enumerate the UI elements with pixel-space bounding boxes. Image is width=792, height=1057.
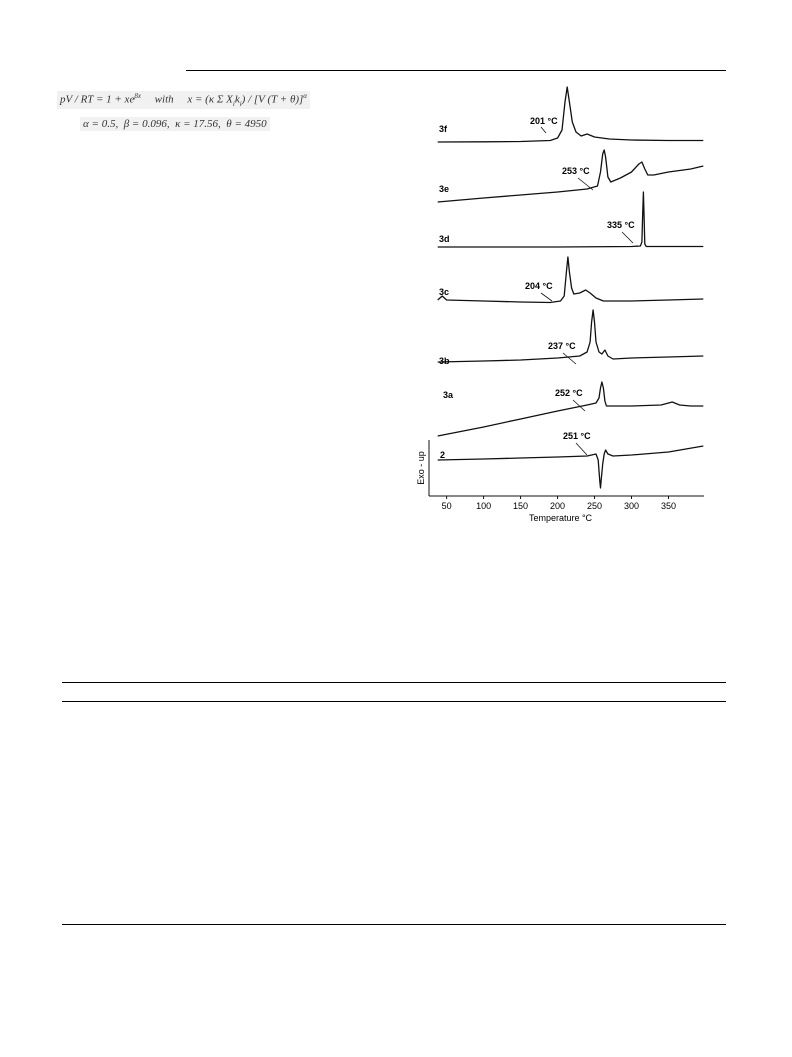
peak-annotation-3e: 253 °C [562, 166, 590, 176]
dsc-curve-3f [438, 87, 704, 142]
dsc-curve-2 [438, 446, 704, 488]
annotation-leader-2 [576, 443, 587, 455]
annotation-leader-3c [541, 293, 552, 301]
table-header-rule [62, 701, 726, 702]
curve-label-3b: 3b [439, 356, 450, 366]
x-axis-label: Temperature °C [528, 513, 593, 523]
curve-label-3f: 3f [439, 124, 448, 134]
table-bottom-rule [62, 924, 726, 925]
x-tick-label-300: 300 [624, 501, 640, 511]
curve-label-2: 2 [440, 450, 446, 460]
annotation-leader-3b [563, 353, 576, 364]
x-tick-label-50: 50 [441, 501, 452, 511]
annotation-leader-3e [578, 178, 593, 190]
dsc-curve-3c [438, 257, 704, 303]
annotation-leader-3f [541, 127, 546, 133]
x-tick-label-350: 350 [660, 501, 677, 511]
y-axis-label: Exo - up [416, 451, 426, 485]
dsc-curve-3d [438, 192, 704, 247]
peak-annotation-3b: 237 °C [548, 341, 576, 351]
curve-label-3d: 3d [439, 234, 450, 244]
header-rule [186, 70, 726, 71]
peak-annotation-2: 251 °C [563, 431, 591, 441]
peak-annotation-3d: 335 °C [607, 220, 635, 230]
peak-annotation-3a: 252 °C [555, 388, 583, 398]
dsc-figure [415, 80, 715, 528]
table-top-rule [62, 682, 726, 683]
peak-annotation-3f: 201 °C [530, 116, 558, 126]
equation-line-1: pV / RT = $1 + xe^{\beta x}$ with x = (κ Σ $X_ik_i) / [V$ (T + θ)]$^\alpha$ [57, 91, 310, 109]
dsc-curve-3e [438, 150, 704, 202]
peak-annotation-3c: 204 °C [525, 281, 553, 291]
x-tick-label-100: 100 [476, 501, 492, 511]
equation-line-2: α = 0.5, β = 0.096, κ = 17.56, θ = 4950 [80, 117, 270, 131]
x-tick-label-150: 150 [513, 501, 529, 511]
curve-label-3e: 3e [439, 184, 450, 194]
x-tick-label-250: 250 [587, 501, 603, 511]
dsc-chart [415, 80, 715, 528]
curve-label-3a: 3a [443, 390, 454, 400]
x-tick-label-200: 200 [550, 501, 566, 511]
curve-label-3c: 3c [439, 287, 450, 297]
annotation-leader-3d [622, 232, 633, 243]
dsc-curve-3b [438, 310, 704, 362]
